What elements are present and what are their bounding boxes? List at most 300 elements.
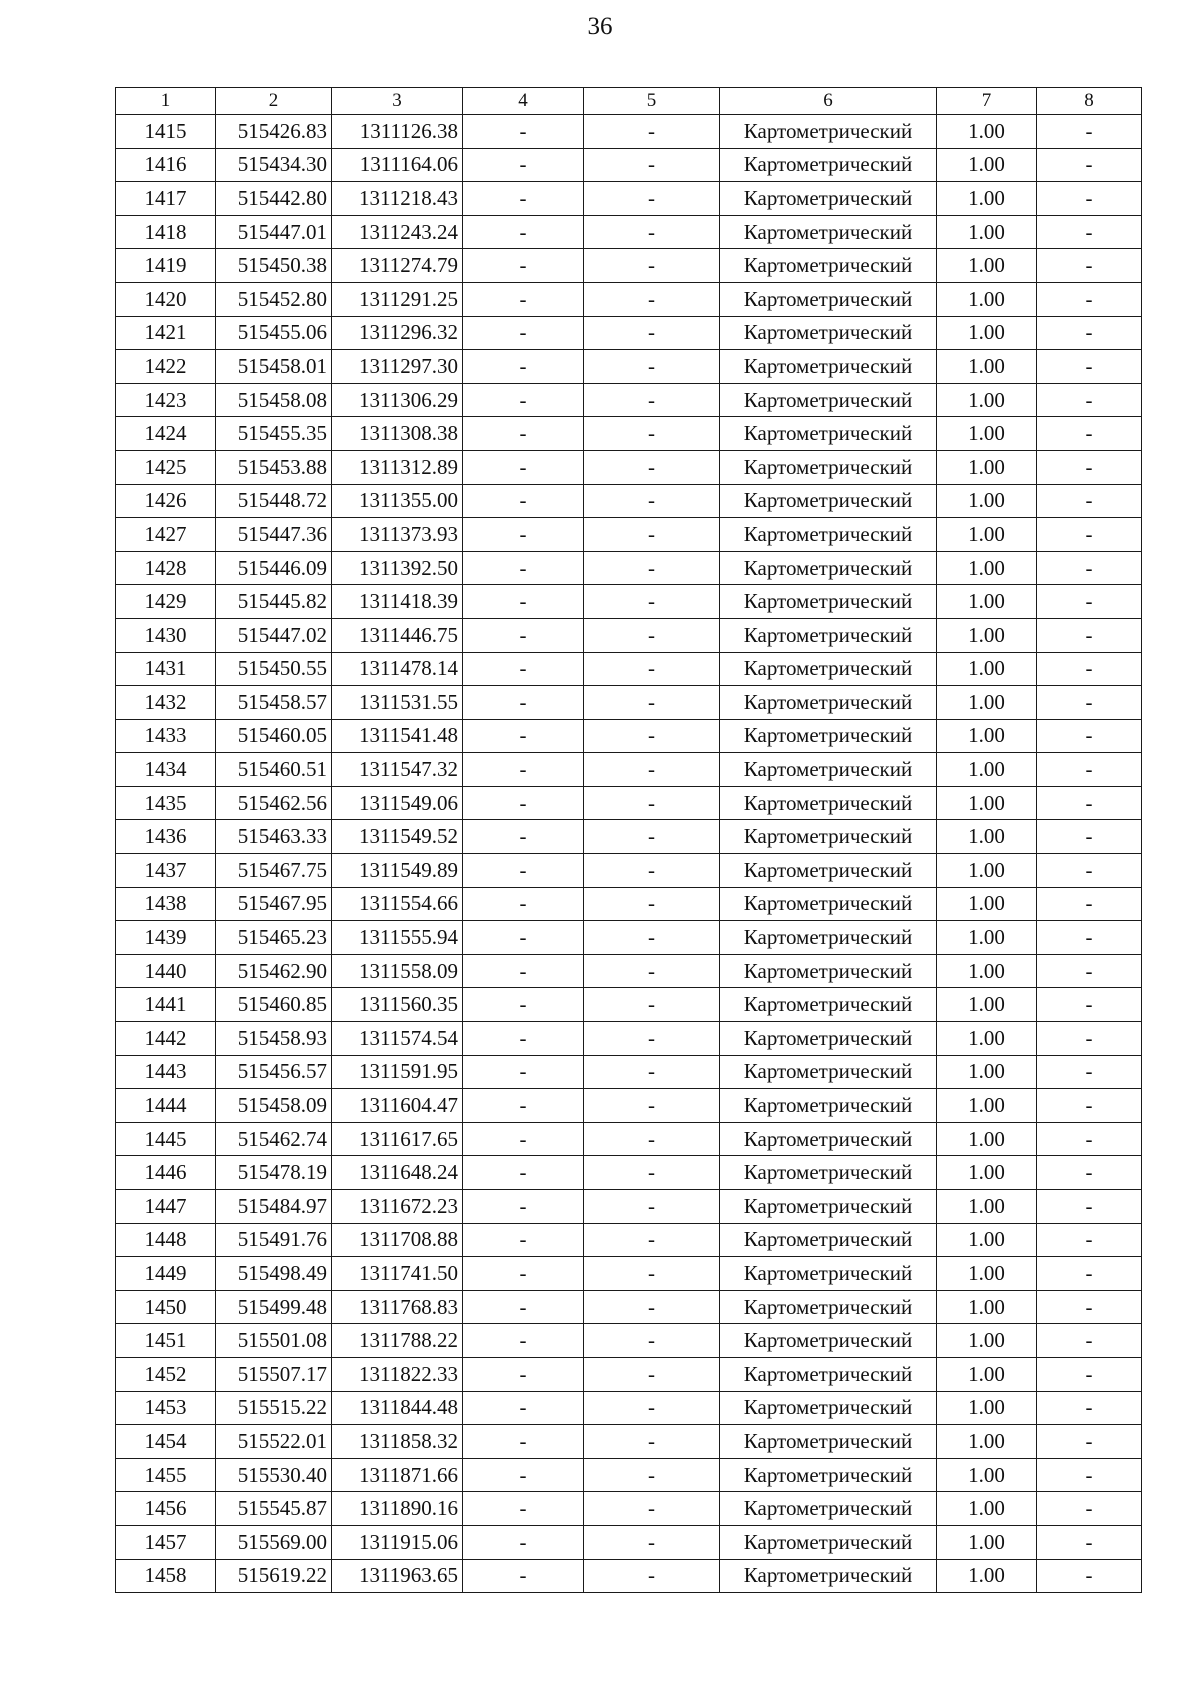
y-coordinate-cell: 1311555.94 <box>332 921 463 955</box>
accuracy-cell: 1.00 <box>937 148 1037 182</box>
table-row <box>116 417 1142 451</box>
method-cell: Картометрический <box>720 148 937 182</box>
point-number-cell: 1447 <box>116 1190 216 1224</box>
x-coordinate-cell: 515460.51 <box>216 753 332 787</box>
accuracy-cell: 1.00 <box>937 551 1037 585</box>
col-4-cell: - <box>463 719 584 753</box>
y-coordinate-cell: 1311126.38 <box>332 115 463 149</box>
y-coordinate-cell: 1311890.16 <box>332 1492 463 1526</box>
table-body <box>116 115 1142 1593</box>
accuracy-cell: 1.00 <box>937 1122 1037 1156</box>
table-row <box>116 854 1142 888</box>
col-5-cell: - <box>584 719 720 753</box>
table-row <box>116 1055 1142 1089</box>
table-row <box>116 383 1142 417</box>
method-cell: Картометрический <box>720 1525 937 1559</box>
x-coordinate-cell: 515447.36 <box>216 518 332 552</box>
table-row <box>116 1156 1142 1190</box>
x-coordinate-cell: 515458.57 <box>216 686 332 720</box>
point-number-cell: 1423 <box>116 383 216 417</box>
col-4-cell: - <box>463 417 584 451</box>
y-coordinate-cell: 1311306.29 <box>332 383 463 417</box>
y-coordinate-cell: 1311549.89 <box>332 854 463 888</box>
table-row <box>116 988 1142 1022</box>
point-number-cell: 1451 <box>116 1324 216 1358</box>
point-number-cell: 1438 <box>116 887 216 921</box>
accuracy-cell: 1.00 <box>937 1156 1037 1190</box>
x-coordinate-cell: 515530.40 <box>216 1458 332 1492</box>
col-5-cell: - <box>584 282 720 316</box>
col-5-cell: - <box>584 1458 720 1492</box>
y-coordinate-cell: 1311963.65 <box>332 1559 463 1593</box>
method-cell: Картометрический <box>720 1089 937 1123</box>
col-4-cell: - <box>463 618 584 652</box>
x-coordinate-cell: 515458.01 <box>216 350 332 384</box>
accuracy-cell: 1.00 <box>937 1022 1037 1056</box>
col-4-cell: - <box>463 1257 584 1291</box>
point-number-cell: 1455 <box>116 1458 216 1492</box>
point-number-cell: 1427 <box>116 518 216 552</box>
y-coordinate-cell: 1311392.50 <box>332 551 463 585</box>
point-number-cell: 1424 <box>116 417 216 451</box>
method-cell: Картометрический <box>720 1357 937 1391</box>
col-4-cell: - <box>463 282 584 316</box>
col-8-cell: - <box>1037 316 1142 350</box>
col-4-cell: - <box>463 148 584 182</box>
col-5-cell: - <box>584 1425 720 1459</box>
col-4-cell: - <box>463 786 584 820</box>
x-coordinate-cell: 515450.38 <box>216 249 332 283</box>
y-coordinate-cell: 1311355.00 <box>332 484 463 518</box>
point-number-cell: 1421 <box>116 316 216 350</box>
col-8-cell: - <box>1037 1425 1142 1459</box>
method-cell: Картометрический <box>720 753 937 787</box>
accuracy-cell: 1.00 <box>937 282 1037 316</box>
col-4-cell: - <box>463 1122 584 1156</box>
method-cell: Картометрический <box>720 1190 937 1224</box>
method-cell: Картометрический <box>720 585 937 619</box>
x-coordinate-cell: 515467.75 <box>216 854 332 888</box>
method-cell: Картометрический <box>720 988 937 1022</box>
col-5-cell: - <box>584 585 720 619</box>
col-5-cell: - <box>584 753 720 787</box>
point-number-cell: 1453 <box>116 1391 216 1425</box>
method-cell: Картометрический <box>720 921 937 955</box>
point-number-cell: 1422 <box>116 350 216 384</box>
table-row <box>116 753 1142 787</box>
x-coordinate-cell: 515484.97 <box>216 1190 332 1224</box>
point-number-cell: 1415 <box>116 115 216 149</box>
point-number-cell: 1417 <box>116 182 216 216</box>
x-coordinate-cell: 515458.93 <box>216 1022 332 1056</box>
y-coordinate-cell: 1311297.30 <box>332 350 463 384</box>
y-coordinate-cell: 1311531.55 <box>332 686 463 720</box>
method-cell: Картометрический <box>720 820 937 854</box>
column-header-5: 5 <box>584 88 720 115</box>
accuracy-cell: 1.00 <box>937 1357 1037 1391</box>
point-number-cell: 1440 <box>116 954 216 988</box>
table-row <box>116 820 1142 854</box>
accuracy-cell: 1.00 <box>937 450 1037 484</box>
x-coordinate-cell: 515522.01 <box>216 1425 332 1459</box>
table-row <box>116 484 1142 518</box>
x-coordinate-cell: 515447.01 <box>216 215 332 249</box>
col-5-cell: - <box>584 887 720 921</box>
y-coordinate-cell: 1311308.38 <box>332 417 463 451</box>
x-coordinate-cell: 515462.56 <box>216 786 332 820</box>
accuracy-cell: 1.00 <box>937 652 1037 686</box>
point-number-cell: 1443 <box>116 1055 216 1089</box>
accuracy-cell: 1.00 <box>937 1290 1037 1324</box>
method-cell: Картометрический <box>720 518 937 552</box>
col-5-cell: - <box>584 1492 720 1526</box>
col-8-cell: - <box>1037 215 1142 249</box>
col-8-cell: - <box>1037 518 1142 552</box>
col-4-cell: - <box>463 484 584 518</box>
y-coordinate-cell: 1311858.32 <box>332 1425 463 1459</box>
col-4-cell: - <box>463 1559 584 1593</box>
col-8-cell: - <box>1037 1022 1142 1056</box>
method-cell: Картометрический <box>720 282 937 316</box>
col-8-cell: - <box>1037 1122 1142 1156</box>
y-coordinate-cell: 1311574.54 <box>332 1022 463 1056</box>
accuracy-cell: 1.00 <box>937 1391 1037 1425</box>
accuracy-cell: 1.00 <box>937 182 1037 216</box>
point-number-cell: 1416 <box>116 148 216 182</box>
col-8-cell: - <box>1037 115 1142 149</box>
col-8-cell: - <box>1037 1257 1142 1291</box>
x-coordinate-cell: 515515.22 <box>216 1391 332 1425</box>
col-5-cell: - <box>584 518 720 552</box>
col-5-cell: - <box>584 988 720 1022</box>
point-number-cell: 1420 <box>116 282 216 316</box>
col-5-cell: - <box>584 115 720 149</box>
accuracy-cell: 1.00 <box>937 115 1037 149</box>
y-coordinate-cell: 1311547.32 <box>332 753 463 787</box>
col-8-cell: - <box>1037 1156 1142 1190</box>
method-cell: Картометрический <box>720 1022 937 1056</box>
y-coordinate-cell: 1311243.24 <box>332 215 463 249</box>
col-5-cell: - <box>584 652 720 686</box>
table-row <box>116 282 1142 316</box>
col-4-cell: - <box>463 551 584 585</box>
y-coordinate-cell: 1311648.24 <box>332 1156 463 1190</box>
x-coordinate-cell: 515446.09 <box>216 551 332 585</box>
table-row <box>116 954 1142 988</box>
col-8-cell: - <box>1037 786 1142 820</box>
table-row <box>116 1122 1142 1156</box>
col-8-cell: - <box>1037 484 1142 518</box>
table-row <box>116 686 1142 720</box>
accuracy-cell: 1.00 <box>937 686 1037 720</box>
x-coordinate-cell: 515455.35 <box>216 417 332 451</box>
x-coordinate-cell: 515462.74 <box>216 1122 332 1156</box>
col-8-cell: - <box>1037 1223 1142 1257</box>
accuracy-cell: 1.00 <box>937 1257 1037 1291</box>
col-4-cell: - <box>463 1391 584 1425</box>
y-coordinate-cell: 1311312.89 <box>332 450 463 484</box>
y-coordinate-cell: 1311218.43 <box>332 182 463 216</box>
col-4-cell: - <box>463 854 584 888</box>
col-8-cell: - <box>1037 854 1142 888</box>
table-row <box>116 1190 1142 1224</box>
method-cell: Картометрический <box>720 1391 937 1425</box>
x-coordinate-cell: 515619.22 <box>216 1559 332 1593</box>
col-4-cell: - <box>463 1190 584 1224</box>
col-4-cell: - <box>463 887 584 921</box>
col-5-cell: - <box>584 551 720 585</box>
col-8-cell: - <box>1037 1458 1142 1492</box>
method-cell: Картометрический <box>720 719 937 753</box>
y-coordinate-cell: 1311915.06 <box>332 1525 463 1559</box>
col-8-cell: - <box>1037 249 1142 283</box>
col-8-cell: - <box>1037 753 1142 787</box>
method-cell: Картометрический <box>720 854 937 888</box>
col-8-cell: - <box>1037 148 1142 182</box>
col-4-cell: - <box>463 1223 584 1257</box>
accuracy-cell: 1.00 <box>937 854 1037 888</box>
table-row <box>116 1290 1142 1324</box>
point-number-cell: 1435 <box>116 786 216 820</box>
x-coordinate-cell: 515447.02 <box>216 618 332 652</box>
col-5-cell: - <box>584 1022 720 1056</box>
col-4-cell: - <box>463 1055 584 1089</box>
x-coordinate-cell: 515501.08 <box>216 1324 332 1358</box>
point-number-cell: 1434 <box>116 753 216 787</box>
col-4-cell: - <box>463 1458 584 1492</box>
method-cell: Картометрический <box>720 350 937 384</box>
point-number-cell: 1444 <box>116 1089 216 1123</box>
table-row <box>116 1525 1142 1559</box>
table-row <box>116 551 1142 585</box>
point-number-cell: 1418 <box>116 215 216 249</box>
y-coordinate-cell: 1311604.47 <box>332 1089 463 1123</box>
col-5-cell: - <box>584 1559 720 1593</box>
point-number-cell: 1458 <box>116 1559 216 1593</box>
y-coordinate-cell: 1311541.48 <box>332 719 463 753</box>
column-header-1: 1 <box>116 88 216 115</box>
accuracy-cell: 1.00 <box>937 249 1037 283</box>
table-row <box>116 1458 1142 1492</box>
x-coordinate-cell: 515467.95 <box>216 887 332 921</box>
accuracy-cell: 1.00 <box>937 786 1037 820</box>
method-cell: Картометрический <box>720 786 937 820</box>
method-cell: Картометрический <box>720 1425 937 1459</box>
col-8-cell: - <box>1037 585 1142 619</box>
col-8-cell: - <box>1037 1324 1142 1358</box>
point-number-cell: 1449 <box>116 1257 216 1291</box>
col-4-cell: - <box>463 182 584 216</box>
method-cell: Картометрический <box>720 1156 937 1190</box>
col-5-cell: - <box>584 383 720 417</box>
x-coordinate-cell: 515507.17 <box>216 1357 332 1391</box>
col-5-cell: - <box>584 1391 720 1425</box>
table-row <box>116 786 1142 820</box>
col-5-cell: - <box>584 1290 720 1324</box>
point-number-cell: 1419 <box>116 249 216 283</box>
point-number-cell: 1441 <box>116 988 216 1022</box>
accuracy-cell: 1.00 <box>937 753 1037 787</box>
x-coordinate-cell: 515448.72 <box>216 484 332 518</box>
table-row <box>116 1357 1142 1391</box>
y-coordinate-cell: 1311373.93 <box>332 518 463 552</box>
col-5-cell: - <box>584 249 720 283</box>
col-4-cell: - <box>463 383 584 417</box>
col-4-cell: - <box>463 1324 584 1358</box>
y-coordinate-cell: 1311844.48 <box>332 1391 463 1425</box>
x-coordinate-cell: 515445.82 <box>216 585 332 619</box>
table-row <box>116 1257 1142 1291</box>
col-5-cell: - <box>584 450 720 484</box>
table-row <box>116 887 1142 921</box>
accuracy-cell: 1.00 <box>937 585 1037 619</box>
y-coordinate-cell: 1311788.22 <box>332 1324 463 1358</box>
x-coordinate-cell: 515442.80 <box>216 182 332 216</box>
col-8-cell: - <box>1037 417 1142 451</box>
method-cell: Картометрический <box>720 249 937 283</box>
accuracy-cell: 1.00 <box>937 1324 1037 1358</box>
column-header-7: 7 <box>937 88 1037 115</box>
y-coordinate-cell: 1311164.06 <box>332 148 463 182</box>
col-4-cell: - <box>463 249 584 283</box>
table-row <box>116 652 1142 686</box>
table-row <box>116 1559 1142 1593</box>
point-number-cell: 1428 <box>116 551 216 585</box>
point-number-cell: 1433 <box>116 719 216 753</box>
method-cell: Картометрический <box>720 215 937 249</box>
col-8-cell: - <box>1037 988 1142 1022</box>
y-coordinate-cell: 1311768.83 <box>332 1290 463 1324</box>
x-coordinate-cell: 515545.87 <box>216 1492 332 1526</box>
y-coordinate-cell: 1311560.35 <box>332 988 463 1022</box>
col-8-cell: - <box>1037 1357 1142 1391</box>
accuracy-cell: 1.00 <box>937 921 1037 955</box>
col-5-cell: - <box>584 1525 720 1559</box>
method-cell: Картометрический <box>720 1055 937 1089</box>
x-coordinate-cell: 515456.57 <box>216 1055 332 1089</box>
col-4-cell: - <box>463 1525 584 1559</box>
x-coordinate-cell: 515460.05 <box>216 719 332 753</box>
accuracy-cell: 1.00 <box>937 1223 1037 1257</box>
col-5-cell: - <box>584 854 720 888</box>
x-coordinate-cell: 515453.88 <box>216 450 332 484</box>
y-coordinate-cell: 1311672.23 <box>332 1190 463 1224</box>
y-coordinate-cell: 1311549.06 <box>332 786 463 820</box>
col-4-cell: - <box>463 820 584 854</box>
y-coordinate-cell: 1311741.50 <box>332 1257 463 1291</box>
col-8-cell: - <box>1037 1492 1142 1526</box>
method-cell: Картометрический <box>720 1458 937 1492</box>
col-5-cell: - <box>584 1324 720 1358</box>
x-coordinate-cell: 515450.55 <box>216 652 332 686</box>
table-row <box>116 719 1142 753</box>
col-8-cell: - <box>1037 350 1142 384</box>
accuracy-cell: 1.00 <box>937 1425 1037 1459</box>
point-number-cell: 1431 <box>116 652 216 686</box>
x-coordinate-cell: 515426.83 <box>216 115 332 149</box>
method-cell: Картометрический <box>720 450 937 484</box>
col-5-cell: - <box>584 686 720 720</box>
x-coordinate-cell: 515491.76 <box>216 1223 332 1257</box>
col-4-cell: - <box>463 450 584 484</box>
column-header-4: 4 <box>463 88 584 115</box>
x-coordinate-cell: 515498.49 <box>216 1257 332 1291</box>
col-5-cell: - <box>584 820 720 854</box>
y-coordinate-cell: 1311549.52 <box>332 820 463 854</box>
col-8-cell: - <box>1037 1190 1142 1224</box>
point-number-cell: 1454 <box>116 1425 216 1459</box>
col-8-cell: - <box>1037 719 1142 753</box>
col-8-cell: - <box>1037 282 1142 316</box>
col-5-cell: - <box>584 1190 720 1224</box>
col-8-cell: - <box>1037 820 1142 854</box>
accuracy-cell: 1.00 <box>937 618 1037 652</box>
col-5-cell: - <box>584 148 720 182</box>
col-5-cell: - <box>584 618 720 652</box>
accuracy-cell: 1.00 <box>937 417 1037 451</box>
x-coordinate-cell: 515455.06 <box>216 316 332 350</box>
accuracy-cell: 1.00 <box>937 350 1037 384</box>
y-coordinate-cell: 1311418.39 <box>332 585 463 619</box>
page-number: 36 <box>587 13 613 40</box>
col-4-cell: - <box>463 1156 584 1190</box>
column-header-3: 3 <box>332 88 463 115</box>
col-8-cell: - <box>1037 1290 1142 1324</box>
method-cell: Картометрический <box>720 316 937 350</box>
accuracy-cell: 1.00 <box>937 518 1037 552</box>
y-coordinate-cell: 1311871.66 <box>332 1458 463 1492</box>
y-coordinate-cell: 1311478.14 <box>332 652 463 686</box>
y-coordinate-cell: 1311296.32 <box>332 316 463 350</box>
col-5-cell: - <box>584 1055 720 1089</box>
point-number-cell: 1456 <box>116 1492 216 1526</box>
table-row <box>116 215 1142 249</box>
accuracy-cell: 1.00 <box>937 887 1037 921</box>
col-5-cell: - <box>584 1156 720 1190</box>
col-4-cell: - <box>463 1492 584 1526</box>
col-5-cell: - <box>584 417 720 451</box>
col-4-cell: - <box>463 316 584 350</box>
header-row <box>116 88 1142 115</box>
x-coordinate-cell: 515452.80 <box>216 282 332 316</box>
point-number-cell: 1457 <box>116 1525 216 1559</box>
table-row <box>116 1391 1142 1425</box>
point-number-cell: 1425 <box>116 450 216 484</box>
point-number-cell: 1437 <box>116 854 216 888</box>
col-8-cell: - <box>1037 921 1142 955</box>
method-cell: Картометрический <box>720 887 937 921</box>
point-number-cell: 1429 <box>116 585 216 619</box>
col-8-cell: - <box>1037 652 1142 686</box>
col-5-cell: - <box>584 1122 720 1156</box>
col-4-cell: - <box>463 1022 584 1056</box>
point-number-cell: 1426 <box>116 484 216 518</box>
accuracy-cell: 1.00 <box>937 1492 1037 1526</box>
x-coordinate-cell: 515458.08 <box>216 383 332 417</box>
accuracy-cell: 1.00 <box>937 988 1037 1022</box>
table-row <box>116 249 1142 283</box>
col-5-cell: - <box>584 1089 720 1123</box>
table-row <box>116 316 1142 350</box>
y-coordinate-cell: 1311822.33 <box>332 1357 463 1391</box>
method-cell: Картометрический <box>720 383 937 417</box>
method-cell: Картометрический <box>720 954 937 988</box>
x-coordinate-cell: 515465.23 <box>216 921 332 955</box>
point-number-cell: 1436 <box>116 820 216 854</box>
table-row <box>116 1223 1142 1257</box>
y-coordinate-cell: 1311708.88 <box>332 1223 463 1257</box>
col-4-cell: - <box>463 686 584 720</box>
